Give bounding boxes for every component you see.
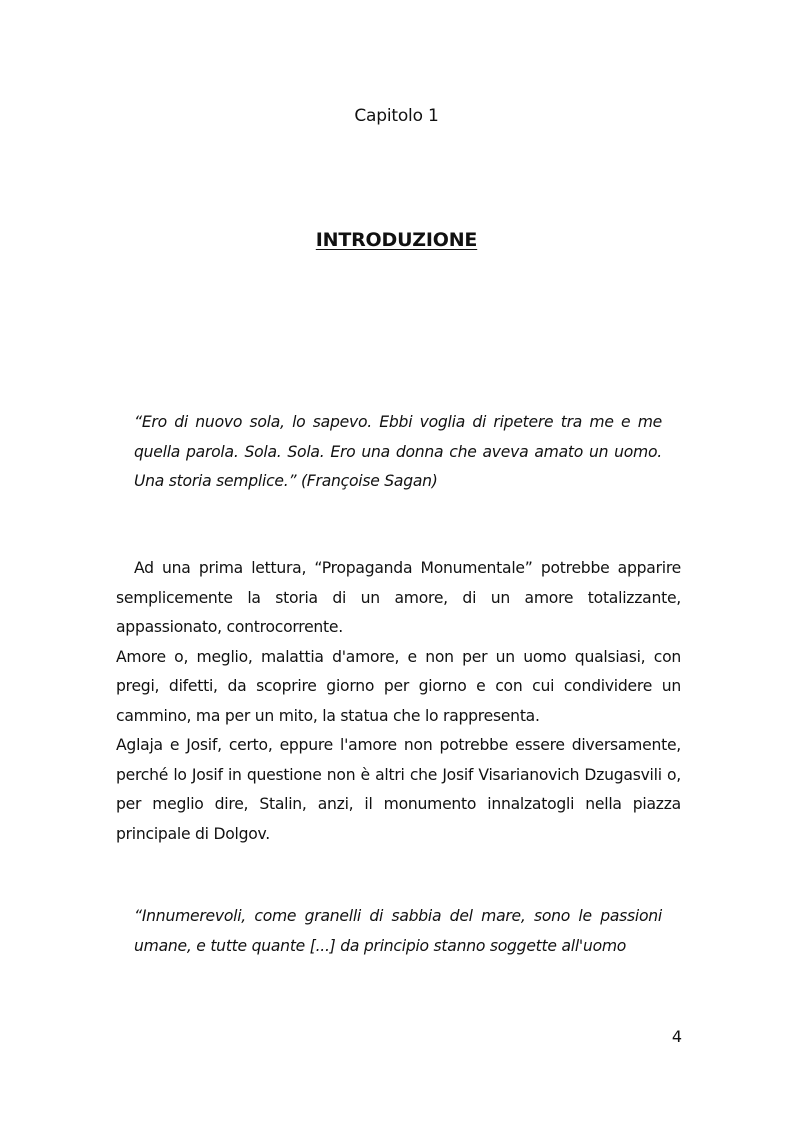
- chapter-label: Capitolo 1: [354, 106, 439, 126]
- epigraph-quote-1: “Ero di nuovo sola, lo sapevo. Ebbi voglia di ripetere tra me e me quella parola. Sola. Sola. Ero una donna che aveva amato un uomo. Una storia semplice.” (Françoise Sagan): [134, 413, 662, 490]
- section-title: INTRODUZIONE: [315, 229, 478, 251]
- paragraph-3: Aglaja e Josif, certo, eppure l'amore non potrebbe essere diversamente, perché lo Josif in questione non è altri che Josif Visarianovich Dzugasvili o, per meglio dire, Stalin, anzi, il monumento innalzatogli nella piazza principale di Dolgov.: [116, 736, 681, 843]
- page-number: 4: [671, 1027, 682, 1046]
- epigraph-quote-2: “Innumerevoli, come granelli di sabbia del mare, sono le passioni umane, e tutte quante [...] da principio stanno soggette all'uomo: [134, 907, 662, 955]
- body-text: [116, 554, 681, 849]
- paragraph-2: Amore o, meglio, malattia d'amore, e non per un uomo qualsiasi, con pregi, difetti, da scoprire giorno per giorno e con cui condividere un cammino, ma per un mito, la statua che lo rappresenta.: [116, 647, 681, 725]
- paragraph-1: Ad una prima lettura, “Propaganda Monumentale” potrebbe apparire semplicemente la storia di un amore, di un amore totalizzante, appassionato, controcorrente.: [116, 559, 681, 636]
